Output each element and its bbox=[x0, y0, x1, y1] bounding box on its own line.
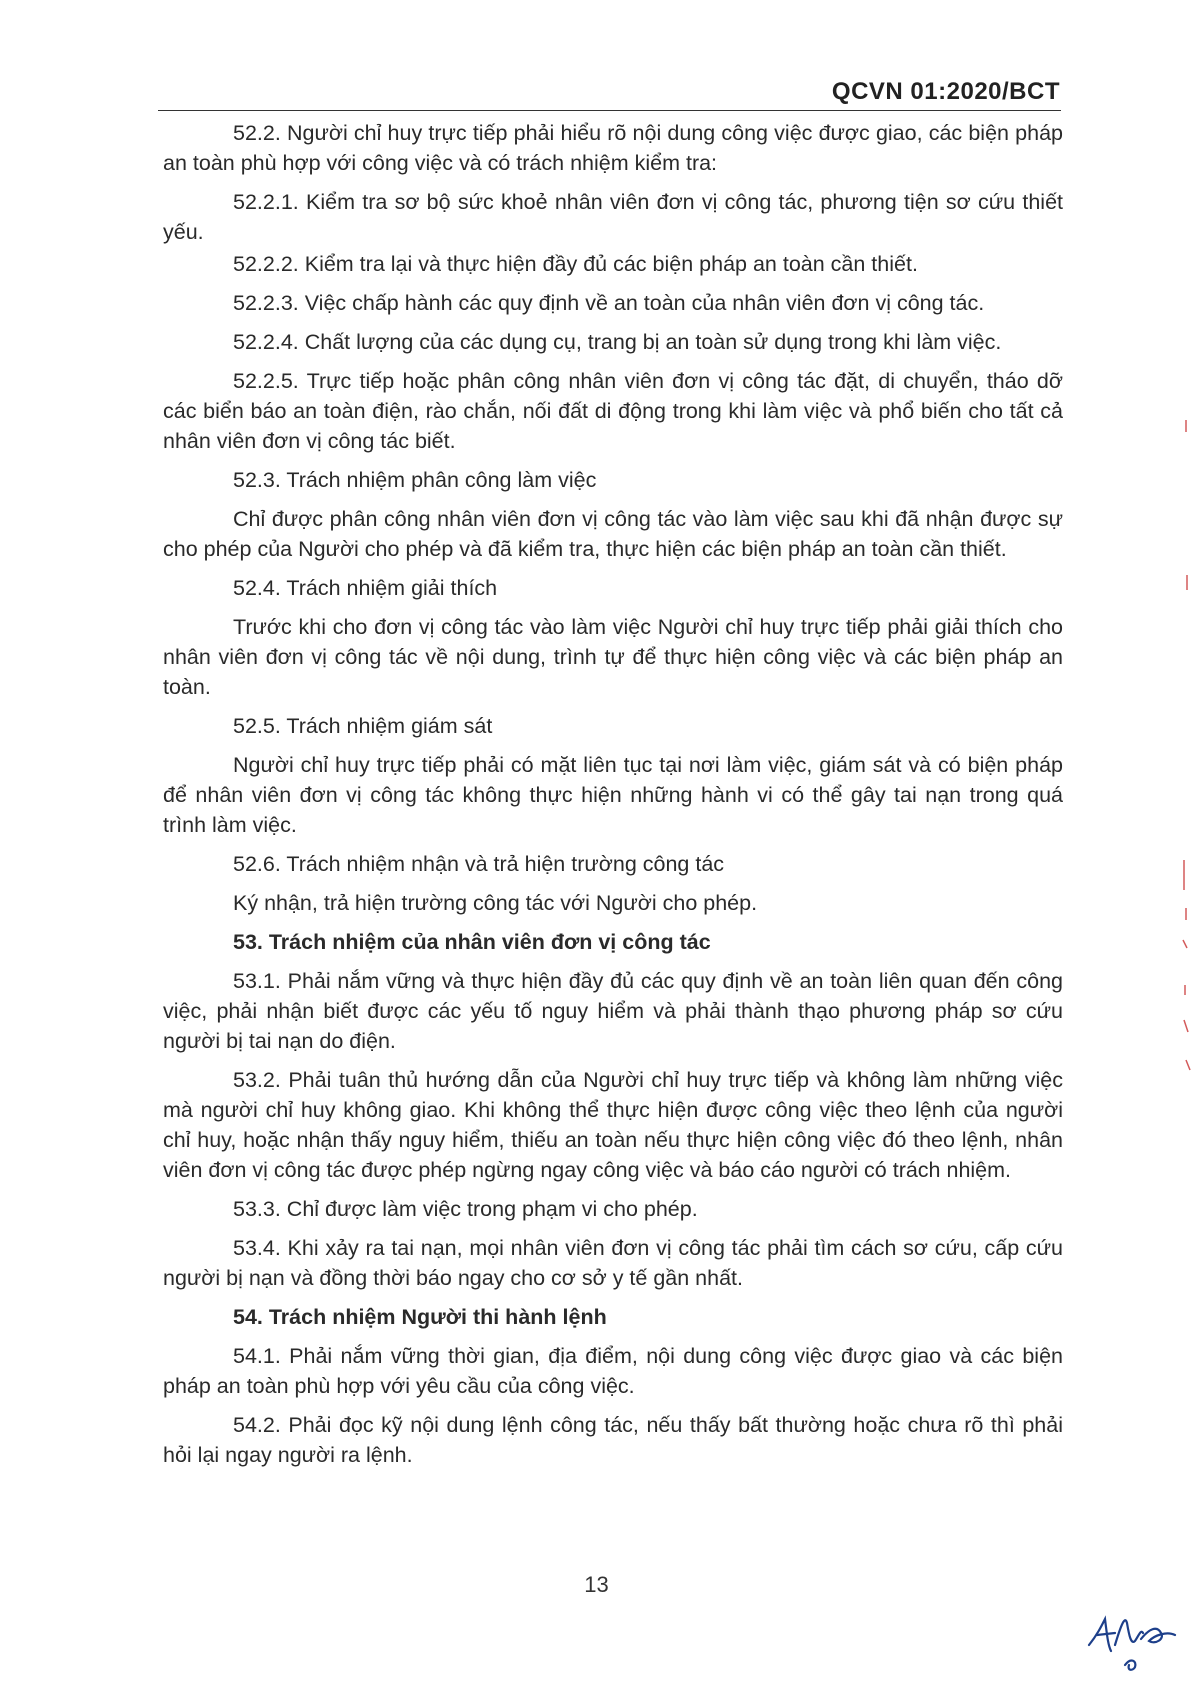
body-paragraph: 53.2. Phải tuân thủ hướng dẫn của Người chỉ huy trực tiếp và không làm những việc mà người chỉ huy không giao. Khi không thể thực hiện được công việc theo lệnh của người chỉ huy, hoặc nhận thấy nguy hiểm, thiếu an toàn nếu thực hiện công việc đó theo lệnh, nhân viên đơn vị công tác được phép ngừng ngay công việc và báo cáo người có trách nhiệm. bbox=[163, 1068, 1063, 1182]
body-paragraph: 52.6. Trách nhiệm nhận và trả hiện trường công tác bbox=[233, 852, 725, 876]
signature-mark bbox=[1085, 1605, 1180, 1677]
body-paragraph: 53.3. Chỉ được làm việc trong phạm vi cho phép. bbox=[233, 1197, 698, 1221]
body-paragraph: Chỉ được phân công nhân viên đơn vị công tác vào làm việc sau khi đã nhận được sự cho phép của Người cho phép và đã kiểm tra, thực hiện các biện pháp an toàn cần thiết. bbox=[163, 507, 1063, 561]
body-paragraph: 54.1. Phải nắm vững thời gian, địa điểm, nội dung công việc được giao và các biện pháp an toàn phù hợp với yêu cầu của công việc. bbox=[163, 1344, 1063, 1398]
body-paragraph: 52.2.1. Kiểm tra sơ bộ sức khoẻ nhân viên đơn vị công tác, phương tiện sơ cứu thiết yếu. bbox=[163, 190, 1063, 244]
body-paragraph: Ký nhận, trả hiện trường công tác với Người cho phép. bbox=[233, 891, 758, 915]
body-paragraph: 53.4. Khi xảy ra tai nạn, mọi nhân viên đơn vị công tác phải tìm cách sơ cứu, cấp cứu người bị nạn và đồng thời báo ngay cho cơ sở y tế gần nhất. bbox=[163, 1236, 1063, 1290]
body-paragraph: 52.2. Người chỉ huy trực tiếp phải hiểu rõ nội dung công việc được giao, các biện pháp an toàn phù hợp với công việc và có trách nhiệm kiểm tra: bbox=[163, 121, 1063, 175]
body-paragraph: 52.2.4. Chất lượng của các dụng cụ, trang bị an toàn sử dụng trong khi làm việc. bbox=[233, 330, 1002, 354]
document-body bbox=[163, 118, 1063, 1479]
body-paragraph: Người chỉ huy trực tiếp phải có mặt liên tục tại nơi làm việc, giám sát và có biện pháp để nhân viên đơn vị công tác không thực hiện những hành vi có thể gây tai nạn trong quá trình làm việc. bbox=[163, 753, 1063, 837]
section-heading: 54. Trách nhiệm Người thi hành lệnh bbox=[233, 1305, 607, 1329]
section-heading: 53. Trách nhiệm của nhân viên đơn vị công tác bbox=[233, 930, 711, 954]
page-header-code: QCVN 01:2020/BCT bbox=[831, 78, 1060, 105]
margin-stamp-marks bbox=[1178, 420, 1193, 1180]
body-paragraph: 54.2. Phải đọc kỹ nội dung lệnh công tác, nếu thấy bất thường hoặc chưa rõ thì phải hỏi lại ngay người ra lệnh. bbox=[163, 1413, 1063, 1467]
body-paragraph: Trước khi cho đơn vị công tác vào làm việc Người chỉ huy trực tiếp phải giải thích cho nhân viên đơn vị công tác về nội dung, trình tự để thực hiện công việc và các biện pháp an toàn. bbox=[163, 615, 1063, 699]
body-paragraph: 52.2.5. Trực tiếp hoặc phân công nhân viên đơn vị công tác đặt, di chuyển, tháo dỡ các biển báo an toàn điện, rào chắn, nối đất di động trong khi làm việc và phổ biến cho tất cả nhân viên đơn vị công tác biết. bbox=[163, 369, 1063, 453]
body-paragraph: 52.4. Trách nhiệm giải thích bbox=[233, 576, 498, 600]
header-rule bbox=[158, 110, 1061, 111]
body-paragraph: 52.3. Trách nhiệm phân công làm việc bbox=[233, 468, 597, 492]
body-paragraph: 53.1. Phải nắm vững và thực hiện đầy đủ các quy định về an toàn liên quan đến công việc, phải nhận biết được các yếu tố nguy hiểm và phải thành thạo phương pháp sơ cứu người bị tai nạn do điện. bbox=[163, 969, 1063, 1053]
body-paragraph: 52.2.2. Kiểm tra lại và thực hiện đầy đủ các biện pháp an toàn cần thiết. bbox=[233, 252, 918, 276]
page-number: 13 bbox=[584, 1572, 609, 1597]
body-paragraph: 52.2.3. Việc chấp hành các quy định về an toàn của nhân viên đơn vị công tác. bbox=[233, 291, 985, 315]
body-paragraph: 52.5. Trách nhiệm giám sát bbox=[233, 714, 493, 738]
